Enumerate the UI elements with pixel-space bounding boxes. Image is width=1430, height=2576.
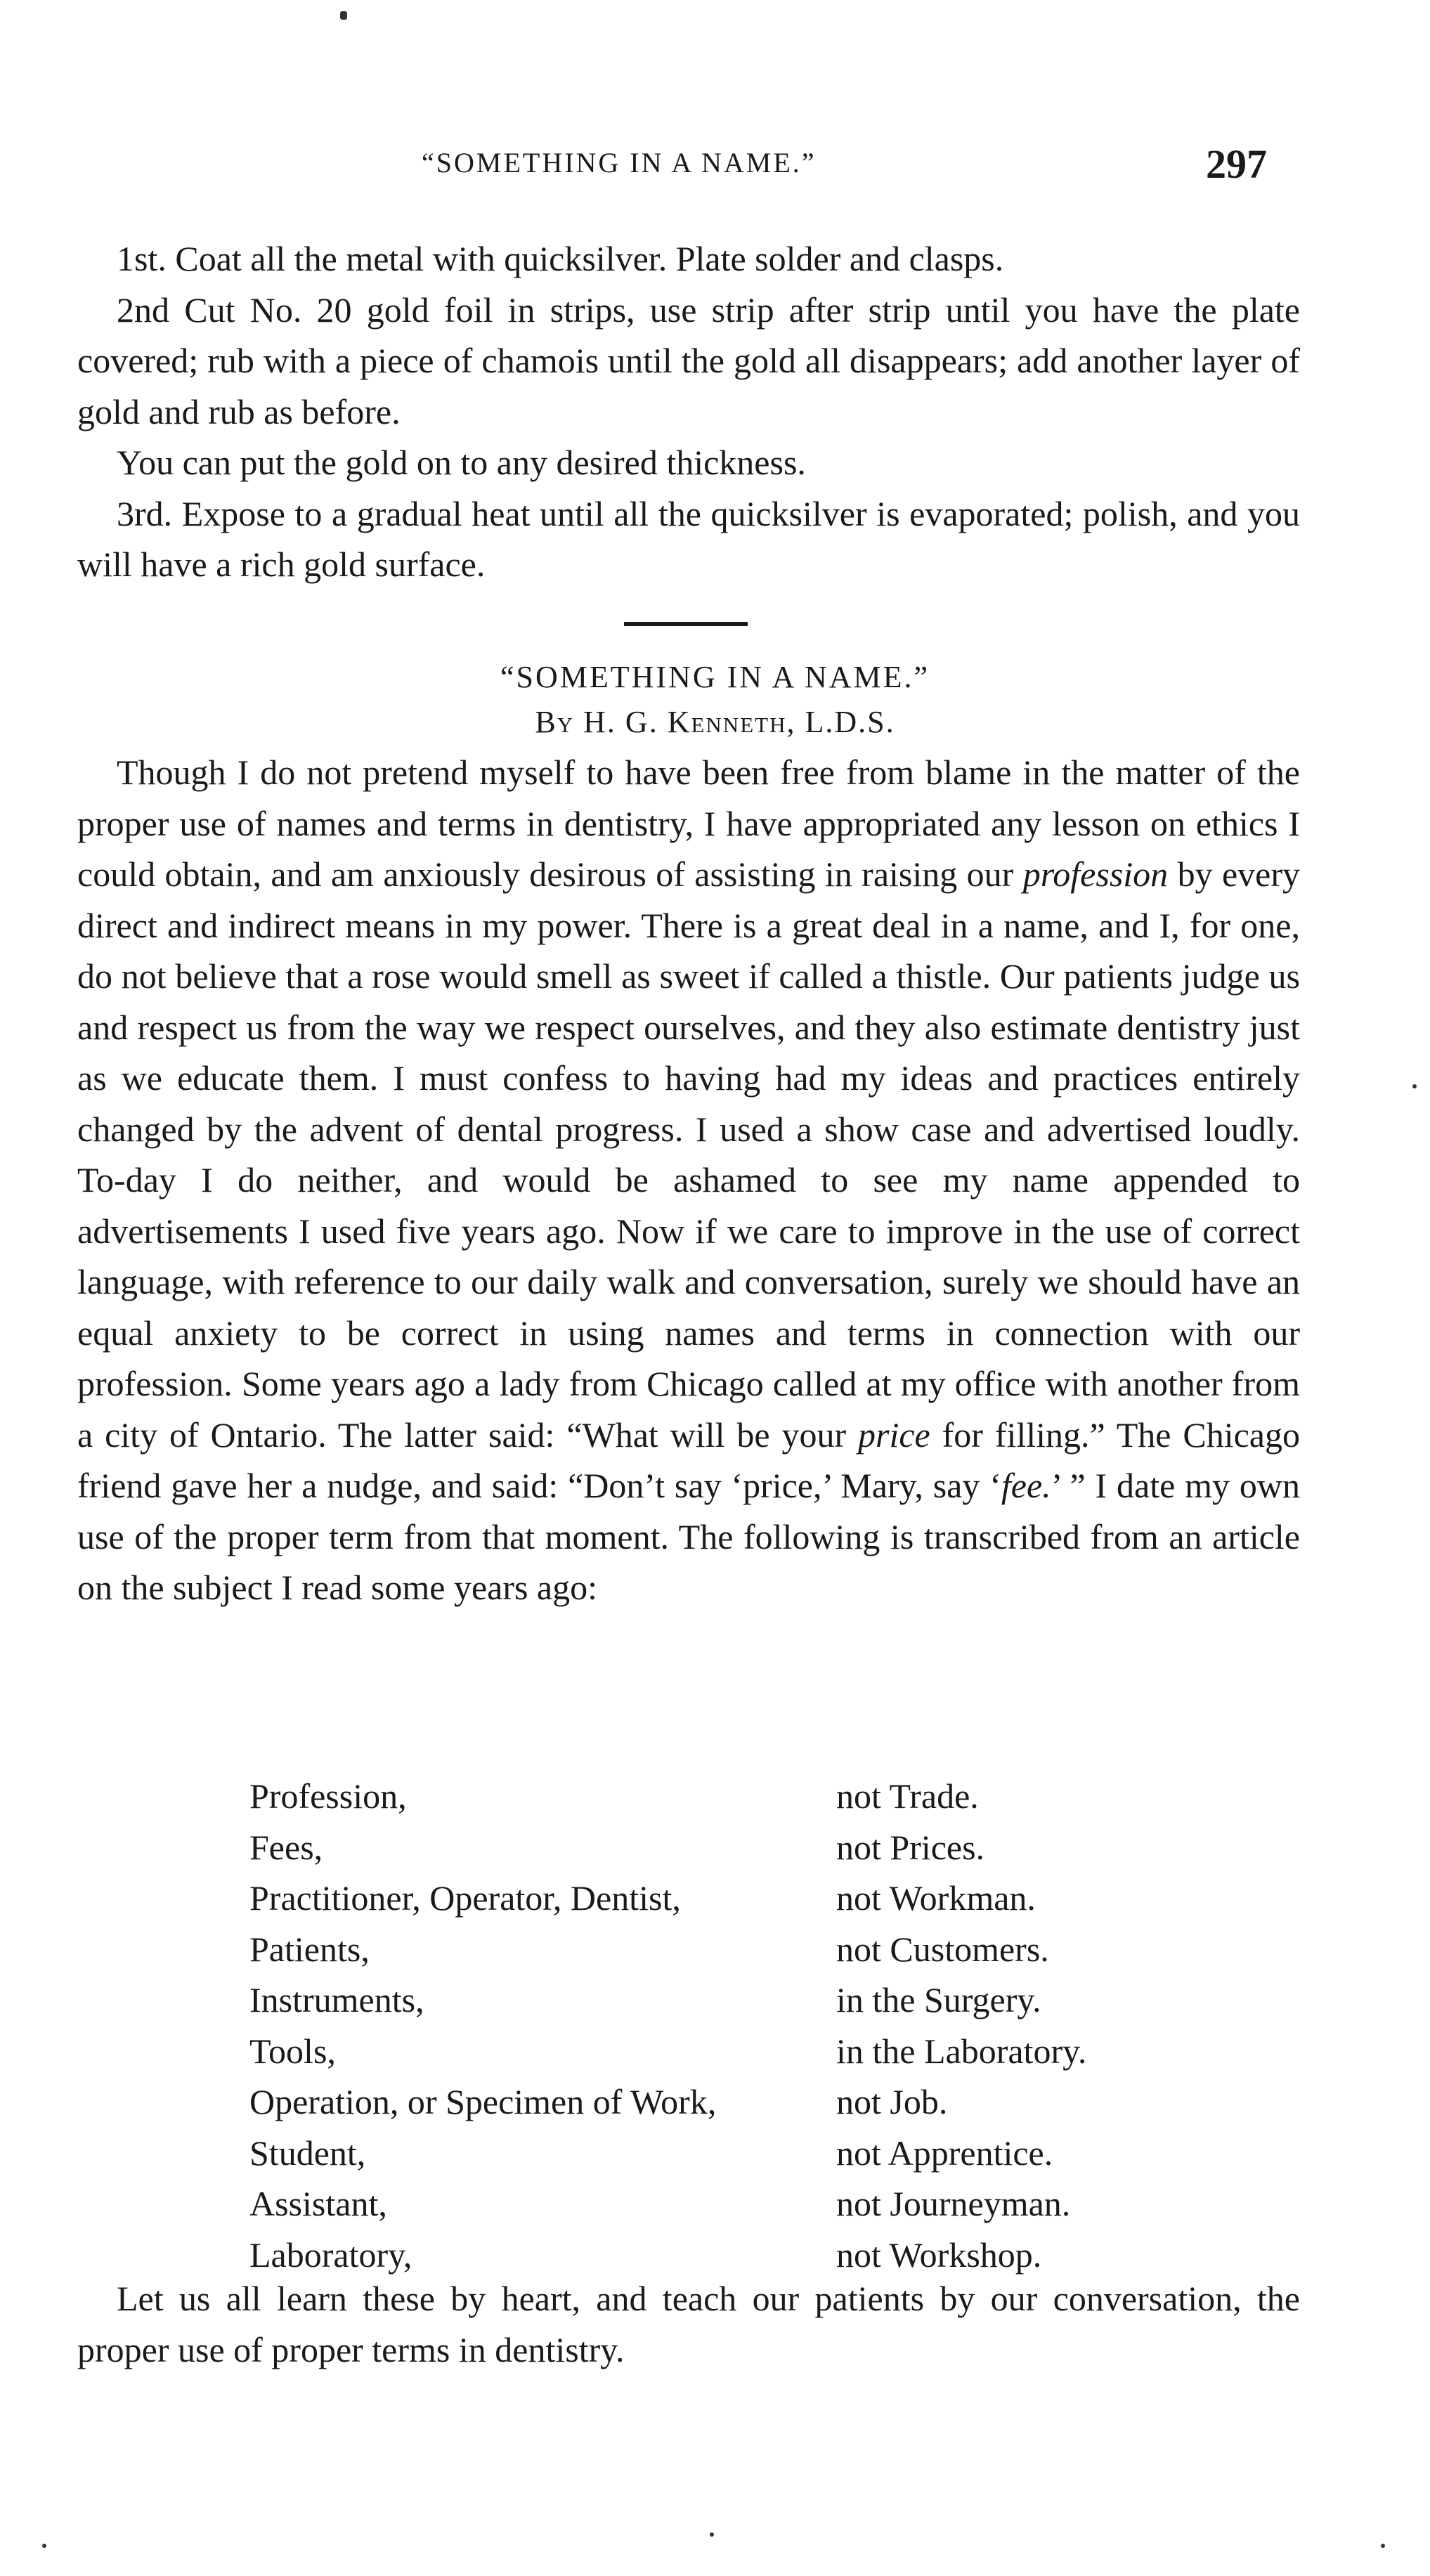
term-preferred: Laboratory, [249, 2235, 412, 2275]
article-title: “SOMETHING IN A NAME.” [500, 660, 930, 694]
term-avoided: not Job. [836, 2082, 948, 2121]
term-row [249, 1873, 1163, 1924]
running-head: “SOMETHING IN A NAME.” [422, 147, 817, 178]
instruction-step-1: 1st. Coat all the metal with quicksilver. Plate solder and clasps. [117, 239, 1004, 278]
paragraph-text-3: for filling.” The Chicago friend gave her a nudge, and said: “Don’t say ‘price,’ Mary, say ‘ [77, 1414, 1300, 1505]
term-avoided: not Journeyman. [836, 2184, 1071, 2223]
term-avoided: not Apprentice. [836, 2133, 1053, 2173]
scan-speck [340, 11, 347, 20]
page-number: 297 [1206, 141, 1267, 187]
term-row [249, 1975, 1163, 2026]
paragraph-text-4: ’ ” I date my own use of the proper term from that moment. The following is transcribed from an article on the subject I read some years ago: [77, 1466, 1300, 1607]
scan-speck [1381, 2544, 1385, 2548]
term-preferred: Instruments, [249, 1980, 424, 2019]
instruction-note: You can put the gold on to any desired thickness. [117, 443, 806, 482]
term-preferred: Student, [249, 2133, 366, 2173]
paragraph-italic-profession: profession [1022, 854, 1169, 894]
term-avoided: not Workshop. [836, 2235, 1042, 2275]
term-row [249, 1924, 1163, 1975]
closing-paragraph-block [77, 2273, 1300, 2375]
article-paragraph [77, 747, 1300, 1613]
term-preferred: Assistant, [249, 2184, 387, 2223]
article-byline: By H. G. Kenneth, L.D.S. [535, 705, 895, 739]
term-preferred: Operation, or Specimen of Work, [249, 2082, 717, 2121]
closing-paragraph: Let us all learn these by heart, and teach our patients by our conversation, the proper use of proper terms in dentistry. [77, 2279, 1300, 2369]
term-avoided: in the Laboratory. [836, 2031, 1087, 2071]
terms-list [249, 1771, 1163, 2280]
paragraph-text-2: by every direct and indirect means in my power. There is a great deal in a name, and I, for one, do not believe that a rose would smell as sweet if called a thistle. Our patients judge us and respect us from the way we respect ourselves, and they also estimate dentistry just as we educate them. I must confess to having had my ideas and practices entirely changed by the advent of dental progress. I used a show case and advertised loudly. To-day I do neither, and would be ashamed to see my name appended to advertisements I used five years ago. Now if we care to improve in the use of correct language, with reference to our daily walk and conversation, surely we should have an equal anxiety to be correct in using names and terms in connection with our profession. Some years ago a lady from Chicago called at my office with another from a city of Ontario. The latter said: “What will be your [77, 854, 1300, 1455]
term-row [249, 2128, 1163, 2179]
term-avoided: not Workman. [836, 1878, 1036, 1918]
gilding-instructions [77, 233, 1300, 590]
term-row [249, 2076, 1163, 2128]
paragraph-text-1: Though I do not pretend myself to have been free from blame in the matter of the proper use of names and terms in dentistry, I have appropriated any lesson on ethics I could obtain, and am anxiously desirous of assisting in raising our [77, 753, 1300, 894]
term-preferred: Patients, [249, 1929, 370, 1969]
term-preferred: Practitioner, Operator, Dentist, [249, 1878, 681, 1918]
term-avoided: not Customers. [836, 1929, 1049, 1969]
article-body [77, 747, 1300, 1613]
paragraph-italic-fee: fee. [1001, 1466, 1051, 1505]
term-preferred: Profession, [249, 1776, 407, 1816]
term-row [249, 1771, 1163, 1822]
section-divider [624, 622, 748, 626]
term-avoided: not Prices. [836, 1827, 985, 1867]
term-avoided: not Trade. [836, 1776, 979, 1816]
term-avoided: in the Surgery. [836, 1980, 1041, 2019]
term-preferred: Tools, [249, 2031, 336, 2071]
scan-speck [1412, 1084, 1417, 1088]
term-row [249, 1822, 1163, 1873]
paragraph-italic-price: price [858, 1414, 930, 1455]
term-row [249, 2026, 1163, 2077]
term-preferred: Fees, [249, 1827, 323, 1867]
instruction-step-2: 2nd Cut No. 20 gold foil in strips, use strip after strip until you have the plate covered; rub with a piece of chamois until the gold all disappears; add another layer of gold and rub as before. [77, 290, 1300, 431]
scan-speck [710, 2532, 714, 2537]
term-row [249, 2178, 1163, 2230]
scan-speck [42, 2544, 46, 2548]
instruction-step-3: 3rd. Expose to a gradual heat until all the quicksilver is evaporated; polish, and you will have a rich gold surface. [77, 493, 1300, 584]
